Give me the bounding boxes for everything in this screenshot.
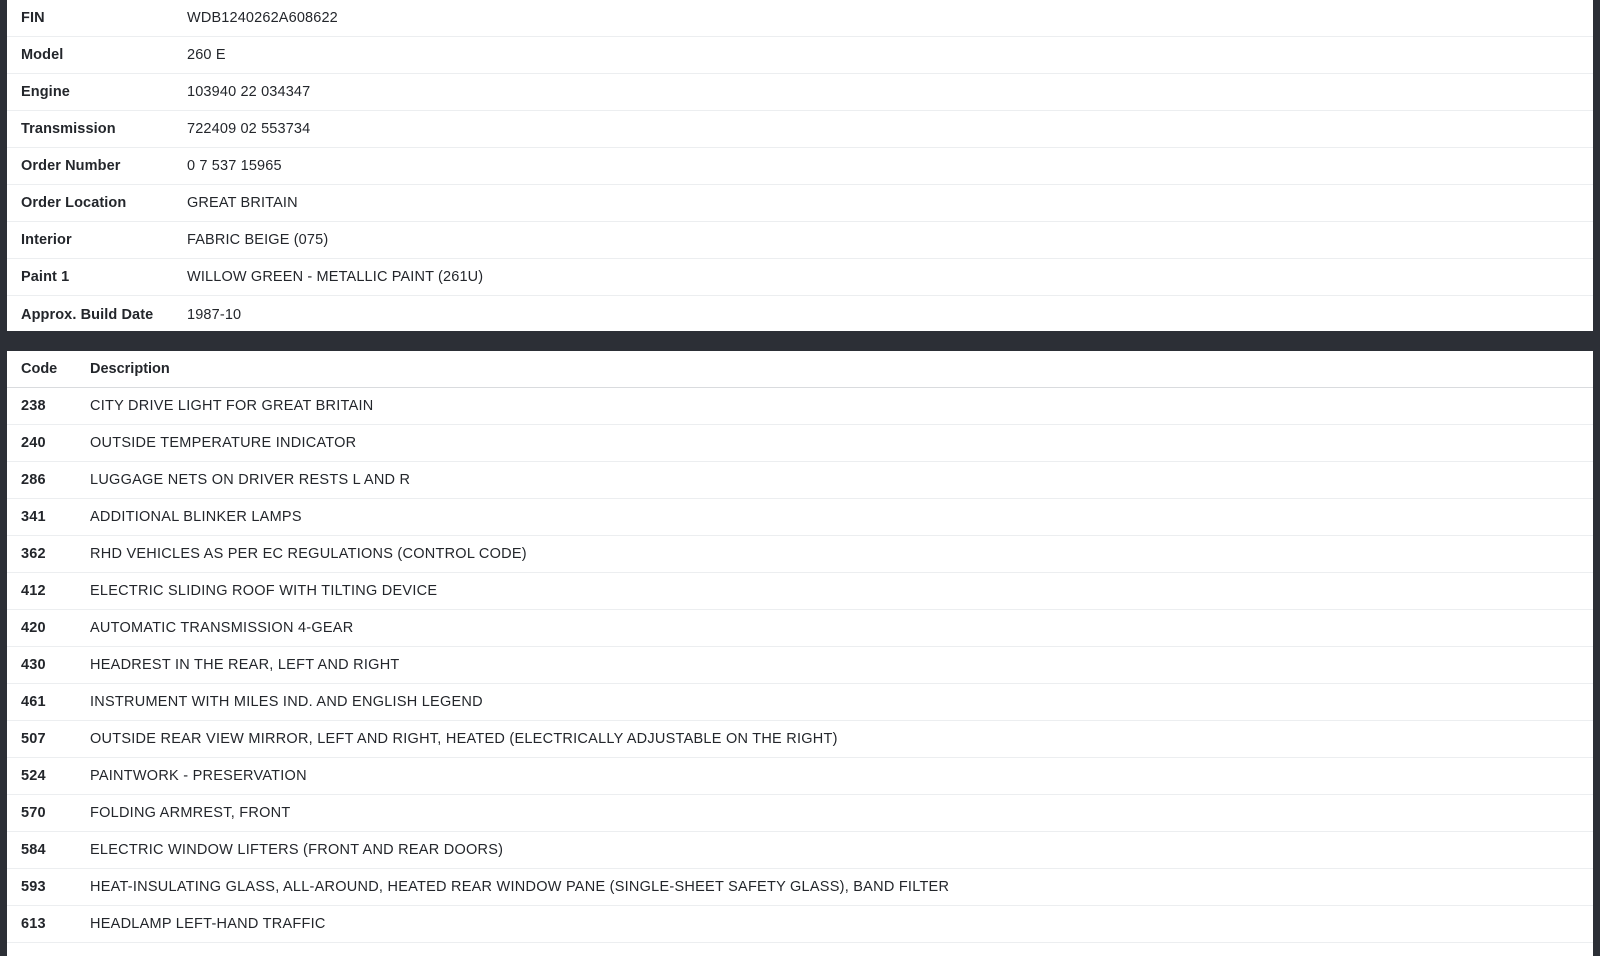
table-row: [7, 462, 1593, 499]
column-header-code: Code: [21, 361, 58, 377]
equipment-description: LUGGAGE NETS ON DRIVER RESTS L AND R: [90, 472, 411, 488]
info-row: [7, 222, 1593, 259]
equipment-code: 570: [21, 805, 46, 821]
equipment-code: 524: [21, 768, 46, 784]
equipment-description: HEADLAMP LEFT-HAND TRAFFIC: [90, 916, 326, 932]
equipment-description: OUTSIDE TEMPERATURE INDICATOR: [90, 435, 357, 451]
info-value: 103940 22 034347: [187, 84, 311, 100]
table-row: [7, 832, 1593, 869]
info-label: Engine: [21, 84, 70, 100]
info-value: 722409 02 553734: [187, 121, 311, 137]
equipment-description: HEADREST IN THE REAR, LEFT AND RIGHT: [90, 657, 400, 673]
equipment-codes-card: [7, 351, 1593, 956]
equipment-code: 420: [21, 620, 46, 636]
vehicle-info-card: [7, 0, 1593, 334]
equipment-description: FOLDING ARMREST, FRONT: [90, 805, 291, 821]
info-value: 1987-10: [187, 306, 242, 323]
table-row: [7, 610, 1593, 647]
equipment-code: 584: [21, 842, 46, 858]
equipment-code: 613: [21, 916, 46, 932]
equipment-code: 341: [21, 509, 46, 525]
table-row: [7, 684, 1593, 721]
table-row: [7, 758, 1593, 795]
info-label: Interior: [21, 232, 72, 248]
info-value: FABRIC BEIGE (075): [187, 232, 329, 248]
table-row: [7, 425, 1593, 462]
equipment-description: INSTRUMENT WITH MILES IND. AND ENGLISH LEGEND: [90, 694, 483, 710]
info-label: Order Location: [21, 195, 127, 211]
info-value: WILLOW GREEN - METALLIC PAINT (261U): [187, 269, 484, 285]
table-row: [7, 388, 1593, 425]
equipment-code: 412: [21, 583, 46, 599]
info-row: [7, 148, 1593, 185]
equipment-code: 507: [21, 731, 46, 747]
equipment-description: HEAT-INSULATING GLASS, ALL-AROUND, HEATED REAR WINDOW PANE (SINGLE-SHEET SAFETY GLASS), BAND FILTER: [90, 879, 950, 895]
info-row: [7, 259, 1593, 296]
equipment-table-header: [7, 351, 1593, 388]
info-label: FIN: [21, 10, 45, 26]
table-row: [7, 573, 1593, 610]
table-row: [7, 869, 1593, 906]
equipment-description: RHD VEHICLES AS PER EC REGULATIONS (CONTROL CODE): [90, 546, 527, 562]
equipment-description: OUTSIDE REAR VIEW MIRROR, LEFT AND RIGHT, HEATED (ELECTRICALLY ADJUSTABLE ON THE RIGHT): [90, 731, 838, 747]
equipment-description: ADDITIONAL BLINKER LAMPS: [90, 509, 302, 525]
table-row: [7, 721, 1593, 758]
table-row: [7, 906, 1593, 943]
equipment-code: 240: [21, 435, 46, 451]
info-row: [7, 296, 1593, 333]
info-label: Paint 1: [21, 269, 70, 285]
equipment-code: 430: [21, 657, 46, 673]
info-label: Order Number: [21, 158, 121, 174]
info-value: 260 E: [187, 47, 226, 63]
section-divider: [0, 331, 1600, 351]
info-row: [7, 0, 1593, 37]
info-row: [7, 185, 1593, 222]
table-row: [7, 499, 1593, 536]
equipment-code: 593: [21, 879, 46, 895]
info-value: WDB1240262A608622: [187, 10, 338, 26]
info-row: [7, 111, 1593, 148]
table-row: [7, 795, 1593, 832]
equipment-code: 286: [21, 472, 46, 488]
table-row: [7, 536, 1593, 573]
info-row: [7, 37, 1593, 74]
equipment-description: AUTOMATIC TRANSMISSION 4-GEAR: [90, 620, 354, 636]
info-label: Transmission: [21, 121, 116, 137]
info-label: Approx. Build Date: [21, 306, 154, 323]
equipment-description: PAINTWORK - PRESERVATION: [90, 768, 307, 784]
info-label: Model: [21, 47, 64, 63]
info-row: [7, 74, 1593, 111]
equipment-description: CITY DRIVE LIGHT FOR GREAT BRITAIN: [90, 398, 374, 414]
equipment-description: ELECTRIC WINDOW LIFTERS (FRONT AND REAR DOORS): [90, 842, 504, 858]
info-value: GREAT BRITAIN: [187, 195, 298, 211]
equipment-code: 238: [21, 398, 46, 414]
column-header-description: Description: [90, 361, 170, 377]
table-row: [7, 647, 1593, 684]
equipment-code: 461: [21, 694, 46, 710]
equipment-code: 362: [21, 546, 46, 562]
equipment-description: ELECTRIC SLIDING ROOF WITH TILTING DEVICE: [90, 583, 438, 599]
info-value: 0 7 537 15965: [187, 158, 282, 174]
